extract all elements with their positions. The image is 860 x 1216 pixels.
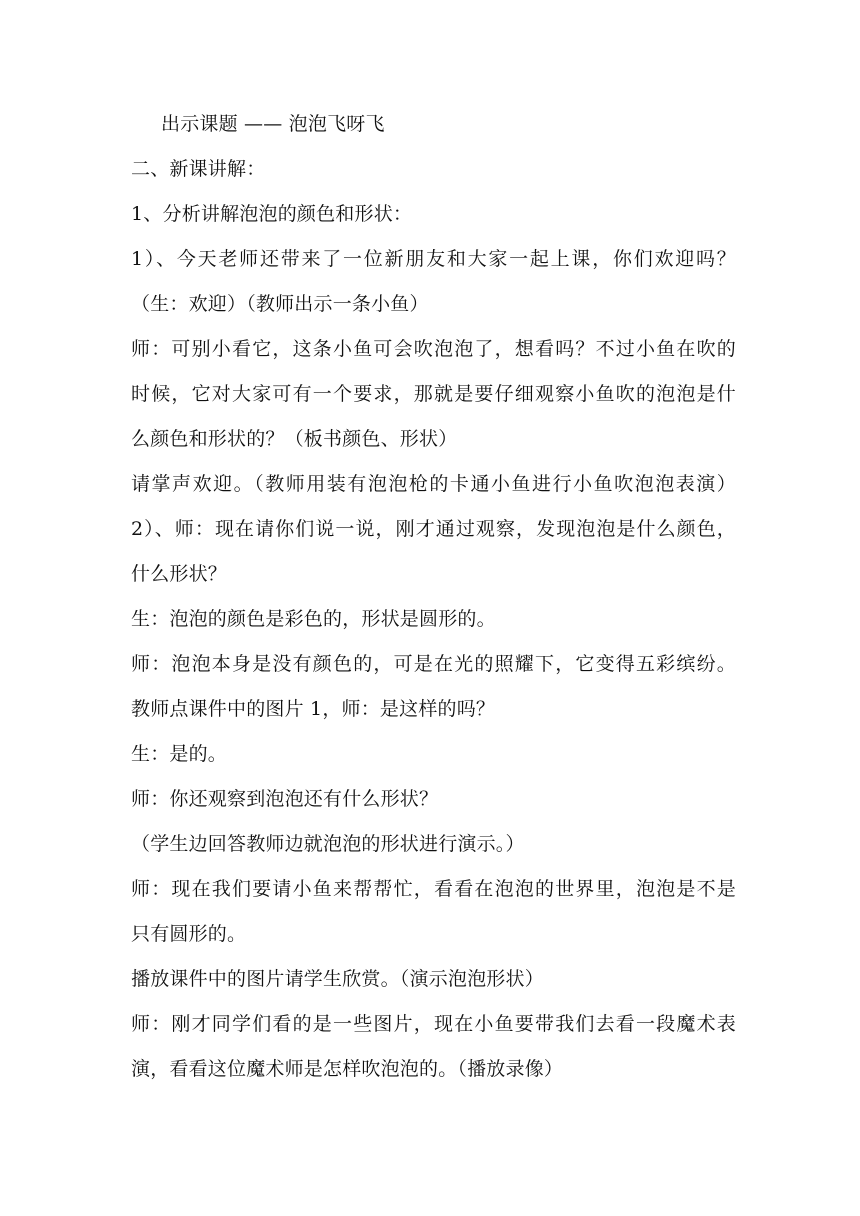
paragraph-line: （生：欢迎）（教师出示一条小鱼） — [131, 293, 429, 315]
paragraph-line: 教师点课件中的图片 1，师：是这样的吗？ — [131, 698, 496, 720]
paragraph-line: 播放课件中的图片请学生欣赏。（演示泡泡形状） — [131, 968, 544, 990]
paragraph-line: 生：是的。 — [131, 743, 228, 765]
paragraph-line: 请掌声欢迎。（教师用装有泡泡枪的卡通小鱼进行小鱼吹泡泡表演） — [131, 473, 736, 495]
paragraph-line: 只有圆形的。 — [131, 923, 247, 945]
section-heading: 二、新课讲解： — [131, 158, 266, 180]
paragraph-line: 2）、师：现在请你们说一说，刚才通过观察，发现泡泡是什么颜色， — [131, 518, 736, 540]
paragraph-line: 师：泡泡本身是没有颜色的，可是在光的照耀下，它变得五彩缤纷。 — [131, 653, 736, 675]
paragraph-line: 么颜色和形状的？（板书颜色、形状） — [131, 428, 458, 450]
paragraph-line: 生：泡泡的颜色是彩色的，形状是圆形的。 — [131, 608, 496, 630]
subsection-heading: 1、分析讲解泡泡的颜色和形状： — [131, 203, 413, 225]
paragraph-line: （学生边回答教师边就泡泡的形状进行演示。） — [131, 833, 525, 855]
paragraph-line: 演，看看这位魔术师是怎样吹泡泡的。（播放录像） — [131, 1058, 564, 1080]
paragraph-line: 师：可别小看它，这条小鱼可会吹泡泡了，想看吗？不过小鱼在吹的 — [131, 338, 736, 360]
paragraph-line: 什么形状？ — [131, 563, 228, 585]
paragraph-line: 1）、今天老师还带来了一位新朋友和大家一起上课，你们欢迎吗？ — [131, 248, 736, 270]
paragraph-line: 师：现在我们要请小鱼来帮帮忙，看看在泡泡的世界里，泡泡是不是 — [131, 878, 736, 900]
paragraph-line: 时候，它对大家可有一个要求，那就是要仔细观察小鱼吹的泡泡是什 — [131, 383, 736, 405]
paragraph-line: 师：你还观察到泡泡还有什么形状？ — [131, 788, 439, 810]
paragraph-line: 师：刚才同学们看的是一些图片，现在小鱼要带我们去看一段魔术表 — [131, 1013, 736, 1035]
lesson-title-line: 出示课题 —— 泡泡飞呀飞 — [161, 113, 385, 135]
document-body — [131, 113, 736, 1103]
